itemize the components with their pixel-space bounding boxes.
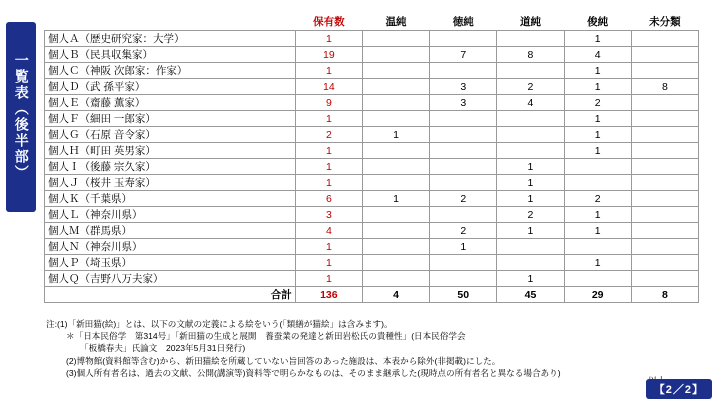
row-cell: 2: [497, 207, 564, 223]
row-cell: [362, 255, 429, 271]
row-cell: [430, 63, 497, 79]
table-header-row: [45, 12, 699, 31]
row-cell: [631, 111, 698, 127]
row-name: 個人Ｆ（細田 一郎家）: [45, 111, 296, 127]
column-header-4: 道純: [497, 12, 564, 31]
row-hold: 1: [295, 63, 362, 79]
row-cell: [362, 175, 429, 191]
total-cell: 45: [497, 287, 564, 303]
row-cell: 3: [430, 79, 497, 95]
row-cell: 2: [430, 223, 497, 239]
table-row: [45, 239, 699, 255]
row-cell: [631, 239, 698, 255]
total-cell: 29: [564, 287, 631, 303]
row-hold: 3: [295, 207, 362, 223]
table-row: [45, 63, 699, 79]
row-name: 個人Ｅ（齋藤 薫家）: [45, 95, 296, 111]
row-name: 個人Ｊ（桜井 玉寿家）: [45, 175, 296, 191]
row-cell: [497, 111, 564, 127]
table-row: [45, 111, 699, 127]
row-name: 個人Ａ（歴史研究家：大学）: [45, 31, 296, 47]
row-cell: 1: [497, 223, 564, 239]
row-cell: [564, 271, 631, 287]
row-cell: [564, 159, 631, 175]
row-cell: [362, 143, 429, 159]
row-hold: 1: [295, 31, 362, 47]
row-name: 個人Ｄ（武 孫平家）: [45, 79, 296, 95]
column-header-3: 徳純: [430, 12, 497, 31]
row-cell: [362, 271, 429, 287]
row-cell: [430, 143, 497, 159]
row-cell: [430, 271, 497, 287]
row-cell: 3: [430, 95, 497, 111]
row-cell: [631, 47, 698, 63]
table-body: [45, 31, 699, 303]
row-cell: [497, 127, 564, 143]
table-row: [45, 79, 699, 95]
row-cell: 2: [564, 191, 631, 207]
table-row: [45, 223, 699, 239]
row-cell: [362, 95, 429, 111]
row-cell: [362, 79, 429, 95]
row-cell: [631, 271, 698, 287]
row-cell: 1: [564, 111, 631, 127]
row-cell: [430, 175, 497, 191]
row-cell: 1: [564, 79, 631, 95]
row-cell: [430, 111, 497, 127]
row-cell: [362, 63, 429, 79]
row-name: 個人Ｋ（千葉県）: [45, 191, 296, 207]
row-cell: [430, 207, 497, 223]
table-row: [45, 159, 699, 175]
row-hold: 1: [295, 143, 362, 159]
row-cell: [497, 239, 564, 255]
column-header-5: 俊純: [564, 12, 631, 31]
row-name: 個人Ｐ（埼玉県）: [45, 255, 296, 271]
row-cell: [631, 31, 698, 47]
row-cell: [497, 63, 564, 79]
row-cell: [631, 175, 698, 191]
table-row: [45, 127, 699, 143]
row-cell: [362, 47, 429, 63]
row-cell: [362, 31, 429, 47]
section-tab: [6, 22, 36, 212]
row-name: 個人Ｇ（石原 音令家）: [45, 127, 296, 143]
footnote-line: (3)個人所有者名は、過去の文献、公開(講演等)資料等で明らかなものは、そのまま継承した(現時点の所有者名と異なる場合あり): [66, 367, 561, 378]
row-cell: 4: [564, 47, 631, 63]
row-cell: 2: [564, 95, 631, 111]
row-hold: 6: [295, 191, 362, 207]
row-cell: 1: [564, 223, 631, 239]
table-total-row: [45, 287, 699, 303]
row-cell: [631, 159, 698, 175]
row-name: 個人Ｂ（民具収集家）: [45, 47, 296, 63]
table-row: [45, 47, 699, 63]
row-name: 個人Ｎ（神奈川県）: [45, 239, 296, 255]
row-cell: 1: [362, 191, 429, 207]
column-header-2: 温純: [362, 12, 429, 31]
row-cell: 2: [497, 79, 564, 95]
footnote-line: 「板橋春夫」氏論文 2023年5月31日発行): [80, 343, 246, 354]
row-name: 個人Ｉ（後藤 宗久家）: [45, 159, 296, 175]
row-cell: [497, 31, 564, 47]
row-cell: 1: [362, 127, 429, 143]
table-row: [45, 175, 699, 191]
section-tab-label: 一覧表（後半部）: [13, 53, 30, 181]
row-cell: 1: [430, 239, 497, 255]
row-hold: 4: [295, 223, 362, 239]
row-cell: [430, 255, 497, 271]
row-cell: [631, 95, 698, 111]
row-cell: 8: [497, 47, 564, 63]
row-cell: [631, 207, 698, 223]
row-cell: [631, 223, 698, 239]
row-name: 個人Ｃ（神阪 次郎家：作家）: [45, 63, 296, 79]
table-row: [45, 191, 699, 207]
row-cell: 1: [497, 191, 564, 207]
row-hold: 1: [295, 111, 362, 127]
row-cell: [631, 191, 698, 207]
row-cell: [631, 255, 698, 271]
row-cell: 1: [564, 31, 631, 47]
table-container: [44, 12, 712, 303]
total-cell: 8: [631, 287, 698, 303]
row-cell: 2: [430, 191, 497, 207]
table-row: [45, 271, 699, 287]
row-cell: [362, 111, 429, 127]
row-cell: 7: [430, 47, 497, 63]
table-row: [45, 95, 699, 111]
row-cell: 1: [564, 127, 631, 143]
footnote-line: (2)博物館(資料館等含む)から、新田猫絵を所蔵していない旨回答のあった施設は、本表から除外(非掲載)にした。: [66, 355, 501, 366]
row-name: 個人Ｌ（神奈川県）: [45, 207, 296, 223]
row-hold: 1: [295, 255, 362, 271]
row-name: 個人Ｍ（群馬県）: [45, 223, 296, 239]
column-header-0: [45, 12, 296, 31]
row-hold: 1: [295, 159, 362, 175]
column-header-1: 保有数: [295, 12, 362, 31]
row-name: 個人Ｑ（吉野八万夫家）: [45, 271, 296, 287]
footnotes: [46, 318, 646, 379]
row-hold: 1: [295, 175, 362, 191]
row-cell: [631, 63, 698, 79]
row-hold: 19: [295, 47, 362, 63]
row-cell: [430, 159, 497, 175]
row-hold: 9: [295, 95, 362, 111]
table-row: [45, 143, 699, 159]
table-row: [45, 31, 699, 47]
table-row: [45, 207, 699, 223]
row-hold: 2: [295, 127, 362, 143]
row-cell: 1: [564, 207, 631, 223]
row-cell: [430, 31, 497, 47]
row-hold: 1: [295, 239, 362, 255]
row-cell: [362, 223, 429, 239]
row-cell: 8: [631, 79, 698, 95]
footnote-line: 注:(1)「新田猫(絵)」とは、以下の文献の定義による絵をいう(「類繕が猫絵」は含みます)。: [46, 319, 393, 329]
row-cell: 1: [564, 255, 631, 271]
row-cell: 1: [497, 159, 564, 175]
row-hold: 14: [295, 79, 362, 95]
row-cell: [497, 143, 564, 159]
total-hold: 136: [295, 287, 362, 303]
total-label: 合計: [45, 287, 296, 303]
row-cell: [631, 127, 698, 143]
row-cell: 1: [564, 63, 631, 79]
row-hold: 1: [295, 271, 362, 287]
holdings-table: [44, 12, 699, 303]
row-cell: 1: [497, 271, 564, 287]
row-cell: [430, 127, 497, 143]
row-cell: [631, 143, 698, 159]
column-header-6: 未分類: [631, 12, 698, 31]
row-cell: [564, 175, 631, 191]
row-cell: 1: [497, 175, 564, 191]
total-cell: 50: [430, 287, 497, 303]
row-cell: 4: [497, 95, 564, 111]
page-indicator: 【2／2】: [646, 379, 712, 399]
row-cell: [362, 159, 429, 175]
row-cell: [564, 239, 631, 255]
row-cell: [362, 207, 429, 223]
total-cell: 4: [362, 287, 429, 303]
row-cell: [362, 239, 429, 255]
row-cell: 1: [564, 143, 631, 159]
footnote-line: ＊「日本民俗学 第314号」「新田猫の生成と展開 養蚕業の発達と新田岩松氏の貴種性」(日本民俗学会: [66, 331, 466, 342]
row-name: 個人Ｈ（町田 英男家）: [45, 143, 296, 159]
row-cell: [497, 255, 564, 271]
table-row: [45, 255, 699, 271]
